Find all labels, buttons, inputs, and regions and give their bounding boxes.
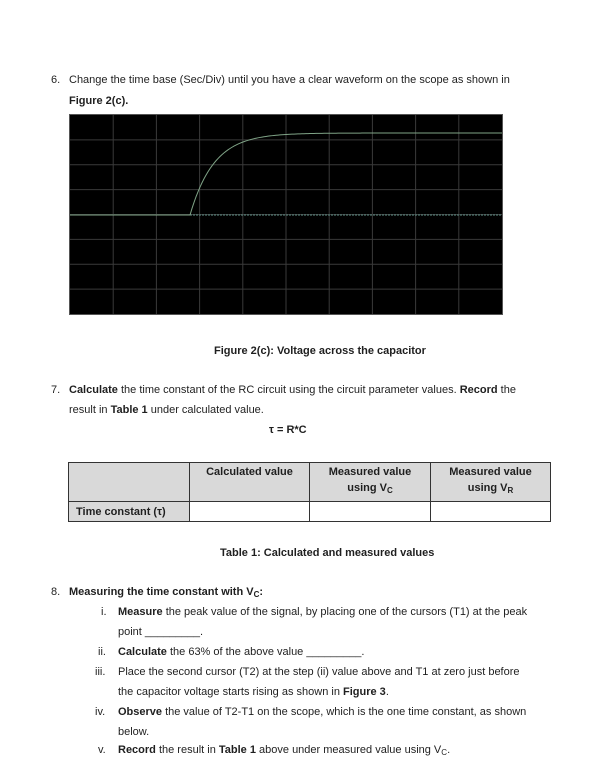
header-measured-vc-line-2 xyxy=(310,482,430,495)
item-v-text-2: above under measured value using V xyxy=(255,744,442,756)
record-keyword-v: Record xyxy=(118,744,156,756)
header-measured-vr-line-2 xyxy=(431,482,550,495)
row-label-time-constant: Time constant (τ) xyxy=(69,502,190,522)
header-measured-vc xyxy=(310,463,431,502)
item-v-text-1: the result in xyxy=(155,744,219,756)
header-measured-vc-line-1: Measured value xyxy=(328,466,412,478)
step-8-title-end: : xyxy=(259,586,264,598)
step-8-number: 8. xyxy=(51,586,61,598)
table-row-time-constant xyxy=(69,502,551,522)
item-v-numeral: v. xyxy=(98,744,106,756)
item-iii-line-2 xyxy=(118,686,389,698)
item-i-line-2: point _________. xyxy=(118,626,204,638)
cell-measured-vc[interactable] xyxy=(310,502,431,522)
step-8-title-text: Measuring the time constant with V xyxy=(69,586,254,598)
step-8-title-subscript: C xyxy=(253,590,260,599)
step-6-figure-ref: Figure 2(c). xyxy=(69,95,129,107)
table-caption: Table 1: Calculated and measured values xyxy=(220,547,435,559)
calculate-63-keyword: Calculate xyxy=(118,646,167,658)
results-table xyxy=(68,462,551,522)
item-iv-line-2: below. xyxy=(118,726,150,738)
header-measured-vc-using: using V xyxy=(347,482,387,494)
item-v-line xyxy=(118,744,450,757)
step-7-text-2: the xyxy=(497,384,516,396)
table-1-ref-v: Table 1 xyxy=(218,744,256,756)
step-6-text: Change the time base (Sec/Div) until you have a clear waveform on the scope as shown in xyxy=(69,74,510,86)
item-ii-text: the 63% of the above value _________. xyxy=(166,646,365,658)
oscilloscope-figure xyxy=(69,114,503,315)
header-measured-vc-subscript: C xyxy=(386,486,393,495)
record-keyword: Record xyxy=(459,384,498,396)
table-corner-cell xyxy=(69,463,190,502)
header-measured-vr-line-1: Measured value xyxy=(449,466,532,478)
item-iv-line-1 xyxy=(118,706,526,718)
item-i-line-1 xyxy=(118,606,527,618)
step-7-line-2-text-1: result in xyxy=(69,404,111,416)
item-iii-line-2-text: the capacitor voltage starts rising as shown in xyxy=(118,686,344,698)
header-measured-vr-using: using V xyxy=(467,482,508,494)
item-i-numeral: i. xyxy=(101,606,107,618)
item-v-end: . xyxy=(447,744,451,756)
item-v-subscript: C xyxy=(441,748,448,757)
step-6-number: 6. xyxy=(51,74,61,86)
item-iii-line-1: Place the second cursor (T2) at the step (ii) value above and T1 at zero just before xyxy=(118,666,520,678)
header-calculated-label: Calculated value xyxy=(206,466,293,478)
figure-3-ref: Figure 3 xyxy=(343,686,386,698)
step-8-title xyxy=(69,586,263,599)
figure-caption: Figure 2(c): Voltage across the capacitor xyxy=(214,345,426,357)
observe-keyword: Observe xyxy=(118,706,163,718)
step-7-line-2-text-2: under calculated value. xyxy=(147,404,264,416)
cell-calculated-value[interactable] xyxy=(190,502,310,522)
item-i-text: the peak value of the signal, by placing one of the cursors (T1) at the peak xyxy=(162,606,528,618)
header-measured-vr xyxy=(431,463,551,502)
step-7-line-1 xyxy=(69,384,516,396)
step-7-text-1: the time constant of the RC circuit using the circuit parameter values. xyxy=(117,384,460,396)
table-header-row xyxy=(69,463,551,502)
item-iv-text: the value of T2-T1 on the scope, which is the one time constant, as shown xyxy=(162,706,527,718)
item-iii-line-2-end: . xyxy=(385,686,389,698)
step-7-number: 7. xyxy=(51,384,61,396)
cell-measured-vr[interactable] xyxy=(431,502,551,522)
item-ii-line xyxy=(118,646,364,658)
time-constant-formula: τ = R*C xyxy=(269,424,307,436)
oscilloscope-display xyxy=(70,115,502,314)
calculate-keyword: Calculate xyxy=(69,384,118,396)
item-iv-numeral: iv. xyxy=(95,706,106,718)
header-measured-vr-subscript: R xyxy=(507,486,514,495)
measure-keyword: Measure xyxy=(118,606,163,618)
step-7-line-2 xyxy=(69,404,264,416)
item-ii-numeral: ii. xyxy=(98,646,106,658)
header-calculated-value xyxy=(190,463,310,502)
table-1-ref: Table 1 xyxy=(110,404,148,416)
item-iii-numeral: iii. xyxy=(95,666,106,678)
